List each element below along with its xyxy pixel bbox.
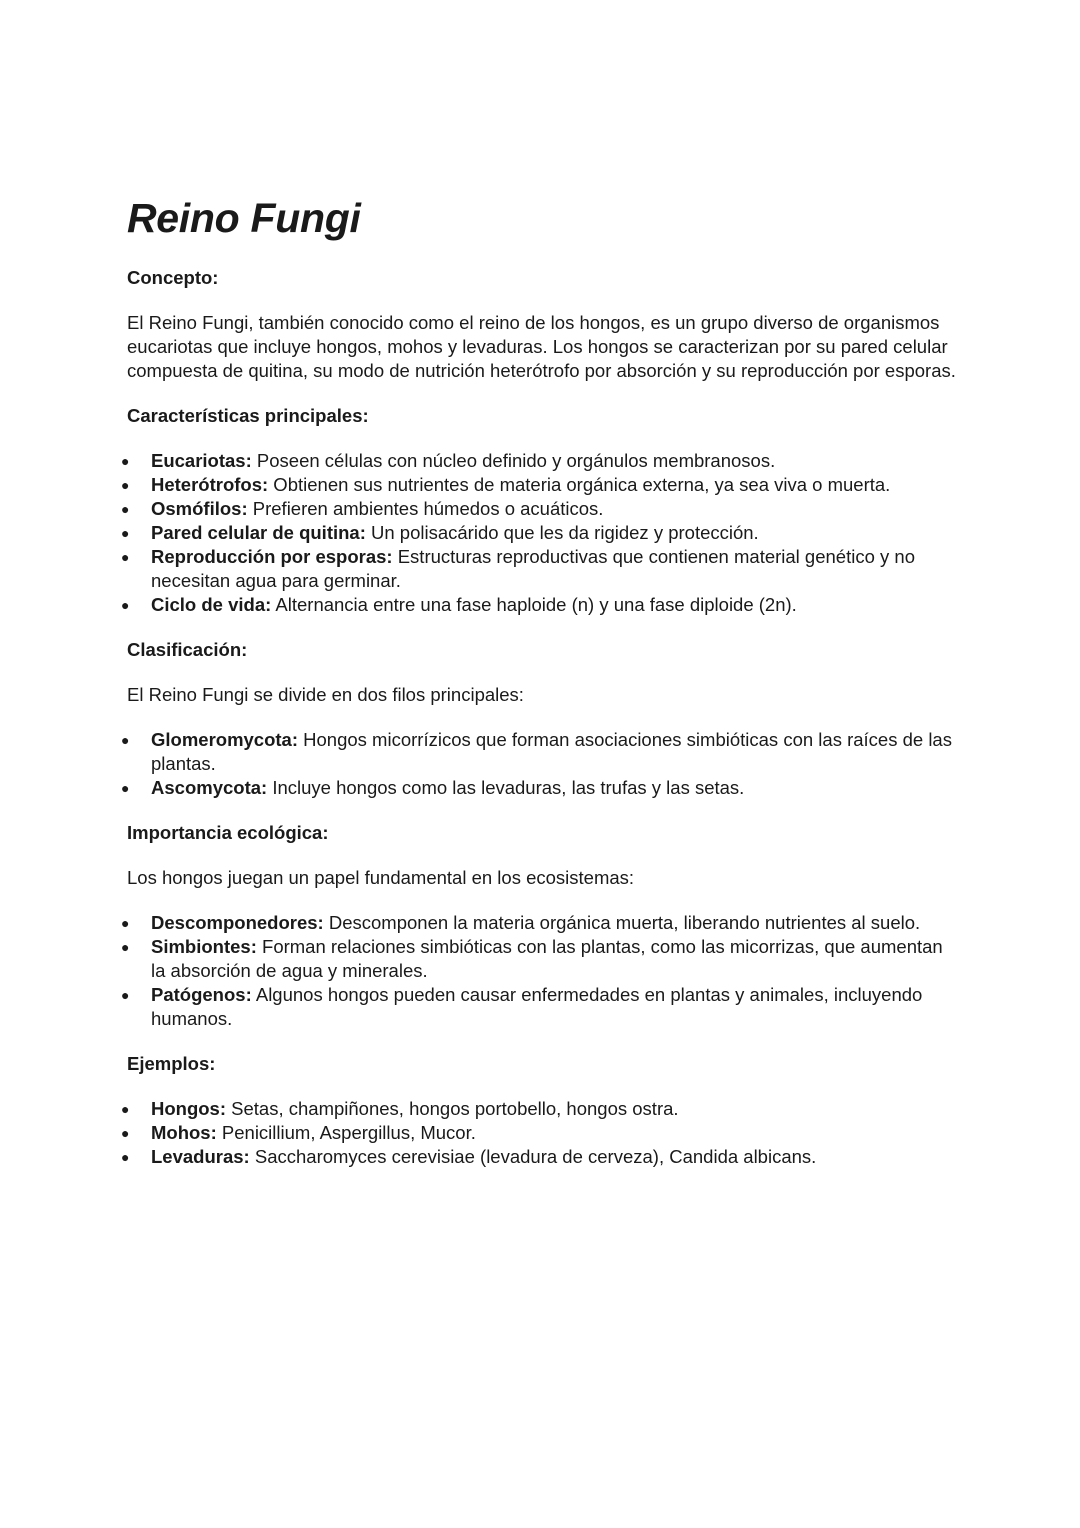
list-item-term: Mohos:: [151, 1122, 217, 1143]
paragraph-clasificacion-intro: El Reino Fungi se divide en dos filos principales:: [127, 684, 524, 705]
list-item-text: Prefieren ambientes húmedos o acuáticos.: [247, 498, 604, 519]
list-item-text: Forman relaciones simbióticas con las plantas, como las micorrizas, que aumentan la absorción de agua y minerales.: [151, 936, 943, 981]
paragraph-importancia-intro: Los hongos juegan un papel fundamental en los ecosistemas:: [127, 867, 635, 888]
list-item-text: Poseen células con núcleo definido y orgánulos membranosos.: [251, 450, 776, 471]
list-item: [121, 593, 957, 617]
bullet-icon: ●: [121, 1101, 130, 1117]
list-item-text: Incluye hongos como las levaduras, las trufas y las setas.: [267, 777, 745, 798]
list-item-text: Hongos micorrízicos que forman asociaciones simbióticas con las raíces de las plantas.: [151, 729, 952, 774]
list-item-term: Reproducción por esporas:: [151, 546, 393, 567]
list-item-term: Levaduras:: [151, 1146, 250, 1167]
list-item: [121, 449, 957, 473]
bullet-icon: ●: [121, 453, 130, 469]
list-item-term: Descomponedores:: [151, 912, 324, 933]
list-item-term: Hongos:: [151, 1098, 227, 1119]
list-ejemplos: [121, 1097, 957, 1169]
list-item: [121, 1145, 957, 1169]
bullet-icon: ●: [121, 597, 130, 613]
bullet-icon: ●: [121, 780, 130, 796]
bullet-icon: ●: [121, 939, 130, 955]
list-item-text: Obtienen sus nutrientes de materia orgánica externa, ya sea viva o muerta.: [268, 474, 891, 495]
list-item: [121, 521, 957, 545]
list-item-text: Penicillium, Aspergillus, Mucor.: [216, 1122, 476, 1143]
list-item-term: Simbiontes:: [151, 936, 257, 957]
bullet-icon: ●: [121, 525, 130, 541]
list-item: [121, 497, 957, 521]
heading-importancia: Importancia ecológica:: [127, 822, 329, 843]
paragraph-concepto: El Reino Fungi, también conocido como el reino de los hongos, es un grupo diverso de organismos eucariotas que incluye hongos, mohos y levaduras. Los hongos se caracterizan por su pared celular compuesta de quitina, su modo de nutrición heterótrofo por absorción y su reproducción por esporas.: [127, 312, 956, 381]
list-item: [121, 1121, 957, 1145]
list-item-term: Ascomycota:: [151, 777, 268, 798]
bullet-icon: ●: [121, 549, 130, 565]
list-item: [121, 776, 957, 800]
list-item: [121, 473, 957, 497]
bullet-icon: ●: [121, 915, 130, 931]
list-item: [121, 911, 957, 935]
list-item: [121, 983, 957, 1031]
bullet-icon: ●: [121, 1149, 130, 1165]
heading-caracteristicas: Características principales:: [127, 405, 369, 426]
list-item: [121, 728, 957, 776]
heading-ejemplos: Ejemplos:: [127, 1053, 216, 1074]
list-clasificacion: [121, 728, 957, 800]
list-item: [121, 935, 957, 983]
list-item-text: Descomponen la materia orgánica muerta, liberando nutrientes al suelo.: [323, 912, 921, 933]
bullet-icon: ●: [121, 732, 130, 748]
list-item-term: Ciclo de vida:: [151, 594, 272, 615]
list-item-text: Saccharomyces cerevisiae (levadura de cerveza), Candida albicans.: [249, 1146, 817, 1167]
list-item-term: Patógenos:: [151, 984, 252, 1005]
list-importancia: [121, 911, 957, 1031]
list-item-term: Osmófilos:: [151, 498, 248, 519]
heading-concepto: Concepto:: [127, 267, 219, 288]
list-item-term: Heterótrofos:: [151, 474, 269, 495]
list-item: [121, 545, 957, 593]
list-item-text: Setas, champiñones, hongos portobello, hongos ostra.: [226, 1098, 679, 1119]
list-item-text: Estructuras reproductivas que contienen material genético y no necesitan agua para germinar.: [151, 546, 915, 591]
bullet-icon: ●: [121, 477, 130, 493]
document-title: Reino Fungi: [127, 195, 361, 241]
list-item-text: Un polisacárido que les da rigidez y protección.: [365, 522, 759, 543]
document-page: [121, 190, 957, 1190]
list-caracteristicas: [121, 449, 957, 617]
list-item: [121, 1097, 957, 1121]
heading-clasificacion: Clasificación:: [127, 639, 248, 660]
list-item-text: Algunos hongos pueden causar enfermedades en plantas y animales, incluyendo humanos.: [151, 984, 923, 1029]
list-item-text: Alternancia entre una fase haploide (n) y una fase diploide (2n).: [271, 594, 797, 615]
bullet-icon: ●: [121, 987, 130, 1003]
list-item-term: Eucariotas:: [151, 450, 252, 471]
list-item-term: Pared celular de quitina:: [151, 522, 366, 543]
bullet-icon: ●: [121, 1125, 130, 1141]
bullet-icon: ●: [121, 501, 130, 517]
list-item-term: Glomeromycota:: [151, 729, 299, 750]
